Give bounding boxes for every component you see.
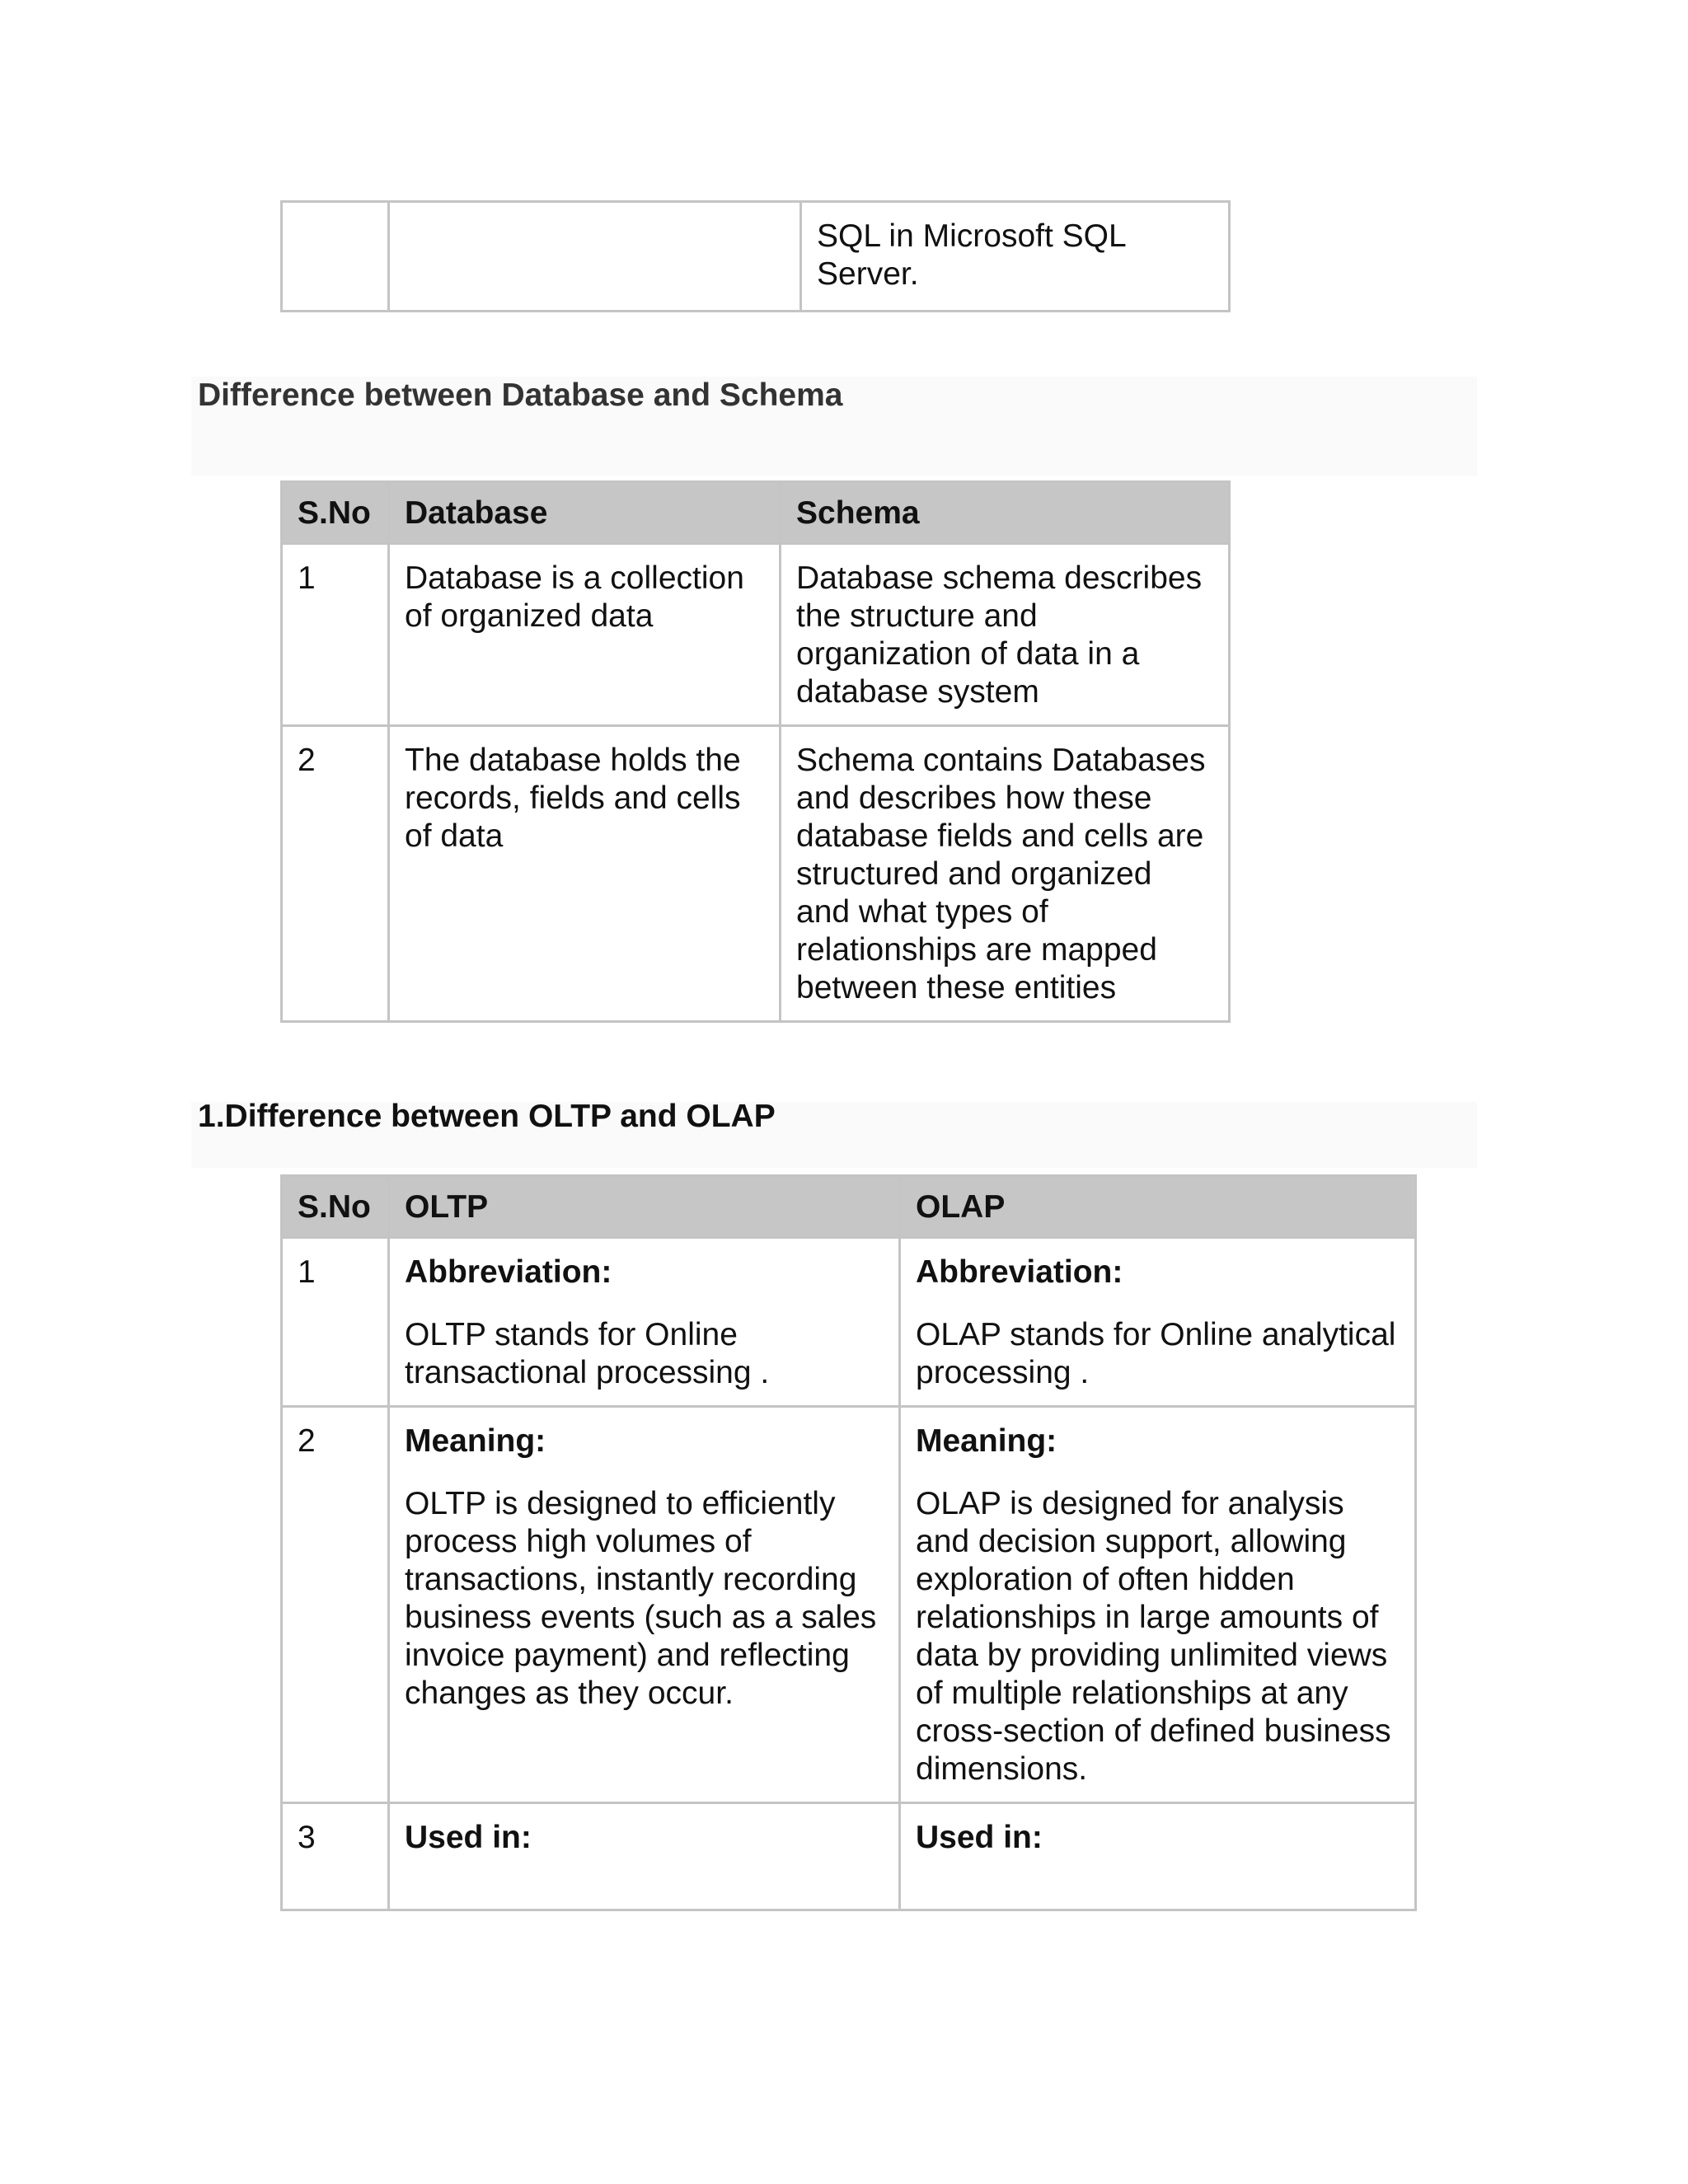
cell-oltp (389, 1238, 900, 1407)
table-cell: SQL in Microsoft SQL Server. (801, 202, 1230, 312)
table-cell-empty (389, 202, 801, 312)
cell-oltp (389, 1803, 900, 1910)
table-row (282, 1407, 1416, 1803)
continued-table (280, 200, 1231, 312)
cell-label: Abbreviation: (916, 1254, 1123, 1290)
cell-text: OLTP stands for Online transactional processing . (405, 1317, 770, 1390)
cell-label: Meaning: (916, 1423, 1057, 1459)
cell-label: Used in: (405, 1820, 532, 1855)
oltp-olap-table (280, 1174, 1417, 1911)
column-header-olap: OLAP (900, 1176, 1416, 1238)
table-cell-empty (282, 202, 389, 312)
database-schema-table (280, 480, 1231, 1023)
cell-schema: Schema contains Databases and describes how these database fields and cells are structured and organized and what types of relationships are mapped between these entities (781, 726, 1230, 1022)
table-row (282, 544, 1230, 726)
table-header-row (282, 1176, 1416, 1238)
cell-sno: 1 (282, 544, 389, 726)
cell-label: Used in: (916, 1820, 1043, 1855)
cell-text: OLAP is designed for analysis and decision support, allowing exploration of often hidden relationships in large amounts of data by providing unlimited views of multiple relationships at any cross-section of defined business dimensions. (916, 1486, 1391, 1787)
table-row (282, 202, 1230, 312)
section-heading-oltp-olap: 1.Difference between OLTP and OLAP (198, 1099, 776, 1134)
table-row (282, 1803, 1416, 1910)
cell-label: Abbreviation: (405, 1254, 612, 1290)
table-row (282, 1238, 1416, 1407)
column-header-sno: S.No (282, 482, 389, 544)
column-header-database: Database (389, 482, 781, 544)
cell-sno: 2 (282, 1407, 389, 1803)
table-header-row (282, 482, 1230, 544)
cell-olap (900, 1238, 1416, 1407)
column-header-oltp: OLTP (389, 1176, 900, 1238)
cell-text: OLTP is designed to efficiently process high volumes of transactions, instantly recording business events (such as a sales invoice payment) and reflecting changes as they occur. (405, 1486, 877, 1711)
cell-database: The database holds the records, fields and cells of data (389, 726, 781, 1022)
cell-sno: 3 (282, 1803, 389, 1910)
cell-oltp (389, 1407, 900, 1803)
cell-olap (900, 1803, 1416, 1910)
table-row (282, 726, 1230, 1022)
cell-database: Database is a collection of organized data (389, 544, 781, 726)
cell-sno: 1 (282, 1238, 389, 1407)
cell-schema: Database schema describes the structure and organization of data in a database system (781, 544, 1230, 726)
cell-sno: 2 (282, 726, 389, 1022)
cell-olap (900, 1407, 1416, 1803)
cell-text: OLAP stands for Online analytical processing . (916, 1317, 1396, 1390)
column-header-schema: Schema (781, 482, 1230, 544)
column-header-sno: S.No (282, 1176, 389, 1238)
section-heading-database-schema: Difference between Database and Schema (198, 377, 843, 413)
cell-label: Meaning: (405, 1423, 546, 1459)
